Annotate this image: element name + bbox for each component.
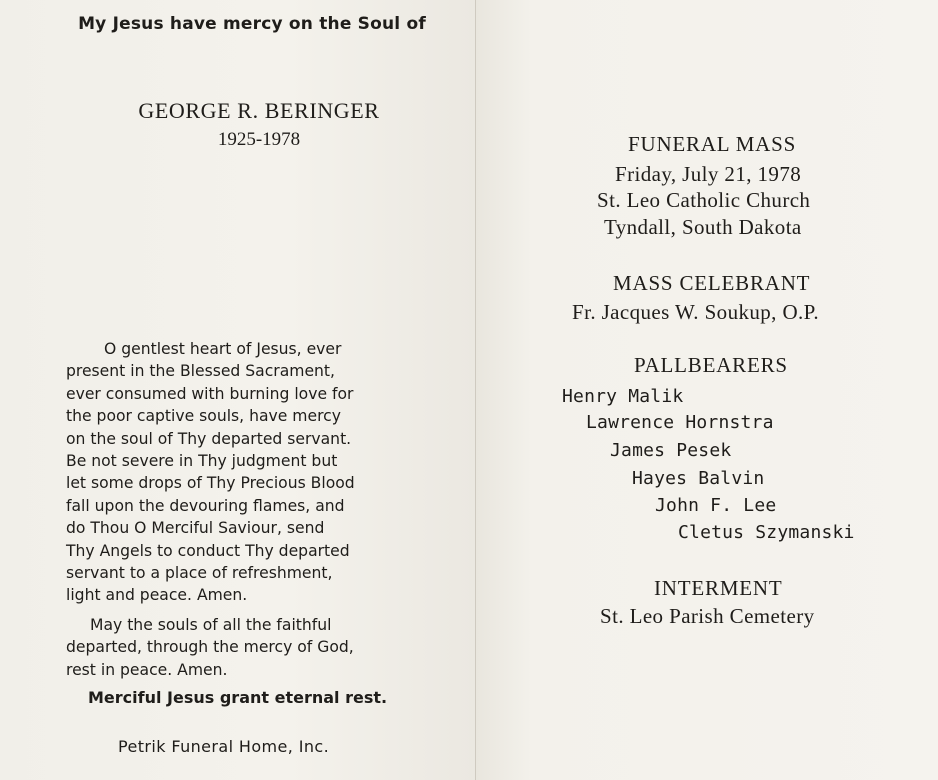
prayer-block [66, 338, 434, 681]
closing-line: departed, through the mercy of God, [66, 638, 354, 657]
pallbearer-name: James Pesek [610, 440, 732, 461]
prayer-line: ever consumed with burning love for [66, 384, 354, 403]
prayer-line: Be not severe in Thy judgment but [66, 452, 338, 471]
right-panel [476, 0, 938, 780]
prayer-line: light and peace. Amen. [66, 586, 248, 605]
pallbearers-heading: PALLBEARERS [634, 353, 788, 377]
funeral-mass-church: St. Leo Catholic Church [597, 188, 811, 212]
prayer-line: servant to a place of refreshment, [66, 564, 333, 583]
interment-place: St. Leo Parish Cemetery [600, 604, 815, 628]
closing-line: rest in peace. Amen. [66, 660, 228, 679]
pallbearer-name: Cletus Szymanski [678, 522, 855, 543]
deceased-name: GEORGE R. BERINGER [138, 98, 380, 123]
funeral-mass-date: Friday, July 21, 1978 [615, 162, 802, 186]
prayer-line: the poor captive souls, have mercy [66, 407, 341, 426]
header-text: My Jesus have mercy on the Soul of [78, 14, 426, 34]
interment-heading: INTERMENT [654, 576, 783, 600]
funeral-home: Petrik Funeral Home, Inc. [118, 737, 330, 756]
mass-celebrant-heading: MASS CELEBRANT [613, 271, 811, 295]
prayer-line: Thy Angels to conduct Thy departed [66, 541, 350, 560]
prayer-line: on the soul of Thy departed servant. [66, 429, 352, 448]
closing-prayer [66, 614, 434, 681]
prayer-line: present in the Blessed Sacrament, [66, 362, 336, 381]
pallbearer-name: John F. Lee [655, 495, 777, 516]
prayer-line: fall upon the devouring flames, and [66, 496, 345, 515]
funeral-mass-heading: FUNERAL MASS [628, 132, 797, 156]
funeral-mass-location: Tyndall, South Dakota [604, 215, 802, 239]
pallbearer-name: Lawrence Hornstra [586, 412, 774, 433]
pallbearer-name: Hayes Balvin [632, 468, 765, 489]
prayer-line: let some drops of Thy Precious Blood [66, 474, 355, 493]
prayer-line: do Thou O Merciful Saviour, send [66, 519, 325, 538]
deceased-years: 1925-1978 [217, 129, 301, 150]
pallbearer-name: Henry Malik [562, 386, 684, 407]
final-line: Merciful Jesus grant eternal rest. [88, 688, 388, 707]
prayer-text [66, 338, 434, 607]
mass-celebrant-name: Fr. Jacques W. Soukup, O.P. [572, 300, 820, 324]
prayer-line: O gentlest heart of Jesus, ever [104, 340, 342, 358]
closing-line: May the souls of all the faithful [90, 615, 332, 634]
